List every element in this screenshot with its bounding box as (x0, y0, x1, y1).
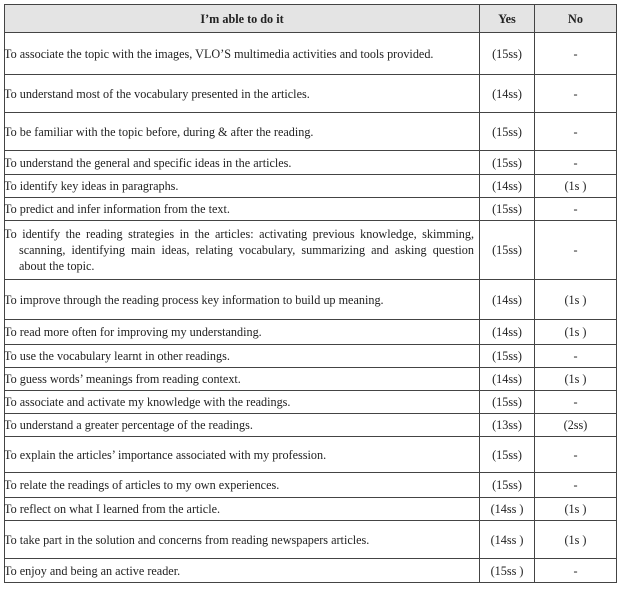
statement-cell (5, 437, 480, 473)
self-assessment-table (4, 4, 617, 583)
statement-cell (5, 151, 480, 175)
no-count: - (535, 345, 617, 368)
no-count: (1s ) (535, 521, 617, 559)
table-row (5, 368, 617, 391)
statement-cell (5, 414, 480, 437)
table-row (5, 280, 617, 320)
statement-cell (5, 280, 480, 320)
yes-count: (15ss) (480, 437, 535, 473)
no-count: (2ss) (535, 414, 617, 437)
table-row (5, 345, 617, 368)
statement-cell (5, 345, 480, 368)
yes-count: (14ss ) (480, 521, 535, 559)
yes-count: (14ss) (480, 368, 535, 391)
table-row (5, 175, 617, 198)
no-count: (1s ) (535, 368, 617, 391)
item-text: To reflect on what I learned from the article. (4, 502, 221, 516)
item-text: To understand the general and specific ideas in the articles. (4, 155, 292, 170)
item-text: To predict and infer information from the text. (4, 202, 230, 216)
statement-cell (5, 498, 480, 521)
statement-cell (5, 368, 480, 391)
yes-count: (15ss) (480, 345, 535, 368)
item-text: To read more often for improving my understanding. (4, 325, 262, 339)
no-count: - (535, 75, 617, 113)
no-count: (1s ) (535, 175, 617, 198)
no-count: - (535, 113, 617, 151)
yes-count: (13ss) (480, 414, 535, 437)
yes-count: (15ss) (480, 198, 535, 221)
table-row (5, 414, 617, 437)
header-statement: I’m able to do it (5, 5, 480, 33)
table-row (5, 33, 617, 75)
no-count: - (535, 559, 617, 583)
statement-cell (5, 320, 480, 345)
item-text: To identify the reading strategies in the articles: activating previous knowledge, skimming, scanning, identifying main ideas, relating vocabulary, summarizing and asking question about the topic. (4, 227, 474, 273)
no-count: - (535, 391, 617, 414)
table-row (5, 151, 617, 175)
table-row (5, 498, 617, 521)
yes-count: (15ss) (480, 473, 535, 498)
statement-cell (5, 391, 480, 414)
no-count: - (535, 151, 617, 175)
yes-count: (15ss) (480, 113, 535, 151)
header-yes: Yes (480, 5, 535, 33)
item-text: To explain the articles’ importance associated with my profession. (4, 447, 327, 462)
yes-count: (15ss) (480, 151, 535, 175)
statement-cell (5, 175, 480, 198)
yes-count: (15ss) (480, 33, 535, 75)
item-text: To relate the readings of articles to my own experiences. (4, 478, 280, 492)
yes-count: (14ss) (480, 280, 535, 320)
no-count: (1s ) (535, 280, 617, 320)
header-row (5, 5, 617, 33)
statement-cell (5, 198, 480, 221)
no-count: - (535, 198, 617, 221)
statement-cell (5, 521, 480, 559)
item-text: To understand a greater percentage of the readings. (4, 418, 253, 432)
yes-count: (14ss ) (480, 498, 535, 521)
item-text: To enjoy and being an active reader. (4, 563, 181, 578)
item-text: To use the vocabulary learnt in other readings. (4, 349, 230, 363)
item-text: To understand most of the vocabulary presented in the articles. (4, 86, 310, 101)
yes-count: (14ss) (480, 320, 535, 345)
statement-cell (5, 75, 480, 113)
no-count: - (535, 33, 617, 75)
no-count: (1s ) (535, 320, 617, 345)
table-row (5, 391, 617, 414)
yes-count: (15ss ) (480, 559, 535, 583)
table-row (5, 221, 617, 280)
item-text: To be familiar with the topic before, during & after the reading. (4, 124, 314, 139)
no-count: - (535, 437, 617, 473)
statement-cell (5, 473, 480, 498)
table-row (5, 437, 617, 473)
statement-cell (5, 113, 480, 151)
yes-count: (15ss) (480, 391, 535, 414)
header-no: No (535, 5, 617, 33)
item-text: To improve through the reading process key information to build up meaning. (4, 292, 384, 307)
item-text: To take part in the solution and concerns from reading newspapers articles. (4, 532, 370, 547)
no-count: (1s ) (535, 498, 617, 521)
table-row (5, 113, 617, 151)
statement-cell (5, 33, 480, 75)
no-count: - (535, 473, 617, 498)
table-row (5, 473, 617, 498)
yes-count: (14ss) (480, 175, 535, 198)
table-row (5, 75, 617, 113)
statement-cell (5, 559, 480, 583)
item-text: To guess words’ meanings from reading context. (4, 372, 241, 386)
table-row (5, 320, 617, 345)
table-row (5, 559, 617, 583)
item-text: To associate the topic with the images, VLO’S multimedia activities and tools provided. (4, 46, 434, 61)
yes-count: (15ss) (480, 221, 535, 280)
statement-cell (5, 221, 480, 280)
item-text: To associate and activate my knowledge with the readings. (4, 395, 291, 409)
table-row (5, 521, 617, 559)
no-count: - (535, 221, 617, 280)
yes-count: (14ss) (480, 75, 535, 113)
item-text: To identify key ideas in paragraphs. (4, 179, 179, 193)
table-row (5, 198, 617, 221)
